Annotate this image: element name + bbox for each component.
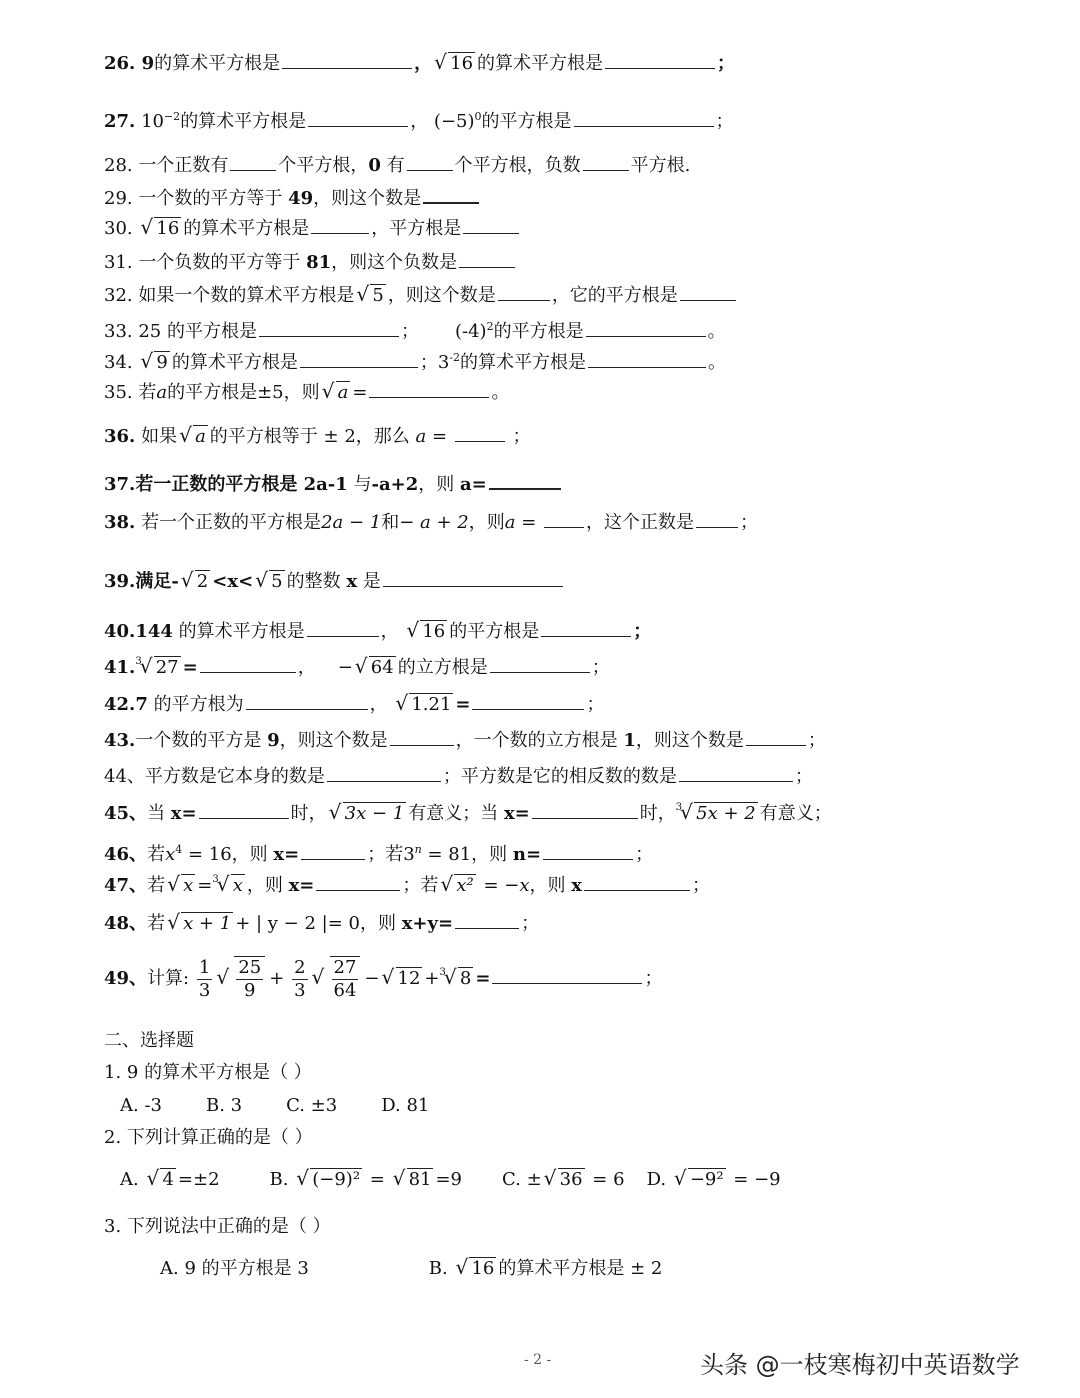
option-b[interactable]: B. 3 [205, 1095, 243, 1116]
choice-options-1 [120, 1093, 429, 1119]
q43: 43.一个数的平方是 9，则这个数是 ，一个数的立方根是 1，则这个数是 ； [104, 727, 826, 754]
answer-blank[interactable] [369, 379, 489, 398]
answer-blank[interactable] [327, 763, 441, 782]
answer-blank[interactable] [455, 423, 505, 442]
option-b[interactable]: B. √ (−9)² = √ 81 =9 [270, 1169, 462, 1190]
answer-blank[interactable] [199, 800, 289, 819]
option-d[interactable]: D. √ −9² = −9 [647, 1169, 781, 1190]
option-c[interactable]: C. ±√ 36 = 6 [502, 1169, 625, 1190]
q48: 48、若√ x + 1 + | y − 2 |= 0，则 x+y= ； [104, 910, 539, 937]
q39: 39.满足-√ 2 <x<√ 5 的整数 x 是 [104, 568, 565, 595]
q29: 29. 一个数的平方等于 49，则这个数是 [104, 184, 481, 212]
answer-blank[interactable] [586, 318, 706, 337]
q45: 45、当 x= 时，√ 3x − 1 有意义；当 x= 时，$^3$√ 5x + 2 有意义； [104, 800, 832, 830]
option-a[interactable]: A. √ 4 =±2 [120, 1169, 220, 1190]
answer-blank[interactable] [492, 965, 642, 984]
answer-blank[interactable] [583, 152, 629, 171]
q35: 35. 若a的平方根是±5，则√ a = 。 [104, 379, 509, 406]
q46: 46、若$x^4 = 16$，则 x= ；若$3^n = 81$，则 n= ； [104, 843, 654, 865]
q34: 34. √ 9 的算术平方根是 ；$3^{-2}$的算术平方根是 。 [104, 345, 726, 376]
option-b[interactable]: B. √ 16 的算术平方根是 ± 2 [429, 1258, 663, 1279]
q33: 33. 25 的平方根是 ； $(-4)^2$的平方根是 。 [104, 320, 726, 342]
choice-question-1: 1. 9 的算术平方根是（ ） [104, 1062, 312, 1083]
choice-question-3: 3. 下列说法中正确的是（ ） [104, 1216, 331, 1237]
answer-blank[interactable] [746, 727, 806, 746]
answer-blank[interactable] [307, 618, 379, 637]
answer-blank[interactable] [574, 108, 714, 127]
q38: 38. 若一个正数的平方根是2a − 1和− a + 2，则a = ，这个正数是 ； [104, 509, 758, 536]
option-c[interactable]: C. ±3 [286, 1095, 338, 1116]
answer-blank[interactable] [455, 910, 519, 929]
answer-blank[interactable] [200, 654, 296, 673]
answer-blank[interactable] [463, 215, 519, 234]
option-d[interactable]: D. 81 [381, 1095, 430, 1116]
q41: 41.$^3$√ 27 = ， −√ 64 的立方根是 ； [104, 654, 610, 684]
page-number: - 2 - [524, 1352, 552, 1368]
q40: 40.144 的算术平方根是 ， √ 16 的平方根是 ； [104, 618, 651, 645]
section-heading: 二、选择题 [104, 1030, 194, 1051]
answer-blank[interactable] [541, 618, 631, 637]
answer-blank[interactable] [543, 841, 633, 860]
answer-blank[interactable] [246, 691, 368, 710]
answer-blank[interactable] [679, 763, 793, 782]
choice-question-2: 2. 下列计算正确的是（ ） [104, 1127, 313, 1148]
option-a[interactable]: A. 9 的平方根是 3 [160, 1258, 309, 1279]
q32: 32. 如果一个数的算术平方根是√ 5 ，则这个数是 ，它的平方根是 [104, 282, 738, 309]
answer-blank[interactable] [282, 50, 412, 69]
q28: 28. 一个正数有 个平方根，0 有 个平方根，负数 平方根. [104, 152, 690, 179]
answer-blank[interactable] [490, 654, 590, 673]
answer-blank[interactable] [489, 470, 561, 490]
answer-blank[interactable] [311, 215, 369, 234]
watermark: 头条 @一枝寒梅初中英语数学 [700, 1351, 1020, 1379]
q42: 42.7 的平方根为 ， √ 1.21 = ； [104, 691, 604, 718]
choice-options-2 [120, 1167, 781, 1193]
q26: 26. 9的算术平方根是 ，√ 16 的算术平方根是 ； [104, 50, 735, 77]
answer-blank[interactable] [680, 282, 736, 301]
answer-blank[interactable] [544, 509, 584, 528]
q30: 30. √ 16 的算术平方根是 ，平方根是 [104, 215, 521, 242]
q47: 47、若√ x =$^3$√ x ，则 x= ；若√ x² = −x，则 x ； [104, 872, 710, 902]
q31: 31. 一个负数的平方等于 81，则这个负数是 [104, 249, 517, 276]
answer-blank[interactable] [696, 509, 738, 528]
answer-blank[interactable] [532, 800, 638, 819]
answer-blank[interactable] [390, 727, 454, 746]
answer-blank[interactable] [308, 108, 408, 127]
answer-blank[interactable] [498, 282, 550, 301]
answer-blank[interactable] [423, 184, 479, 204]
answer-blank[interactable] [301, 841, 365, 860]
q27: 27. $10^{-2}$的算术平方根是 ， $(-5)^0$的平方根是 ； [104, 110, 734, 132]
choice-options-3 [160, 1256, 662, 1282]
answer-blank[interactable] [300, 349, 418, 368]
q44: 44、平方数是它本身的数是 ；平方数是它的相反数的数是 ； [104, 763, 813, 790]
answer-blank[interactable] [383, 568, 563, 587]
answer-blank[interactable] [584, 872, 690, 891]
answer-blank[interactable] [407, 152, 453, 171]
q37: 37.若一正数的平方根是 2a-1 与-a+2，则 a= [104, 470, 563, 498]
answer-blank[interactable] [472, 691, 584, 710]
answer-blank[interactable] [259, 318, 399, 337]
answer-blank[interactable] [605, 50, 715, 69]
answer-blank[interactable] [588, 349, 706, 368]
q49: 49、计算: $\frac{1}{3}$ √ $\frac{25}{9}$ + $\frac{2}{3}$ √ $\frac{27}{64}$ −√ 12 +$^3$√ 8 = ； [104, 954, 662, 1007]
answer-blank[interactable] [316, 872, 400, 891]
option-a[interactable]: A. -3 [120, 1095, 162, 1116]
q36: 36. 如果√ a 的平方根等于 ± 2，那么 a = ； [104, 423, 531, 450]
answer-blank[interactable] [459, 249, 515, 268]
answer-blank[interactable] [230, 152, 276, 171]
